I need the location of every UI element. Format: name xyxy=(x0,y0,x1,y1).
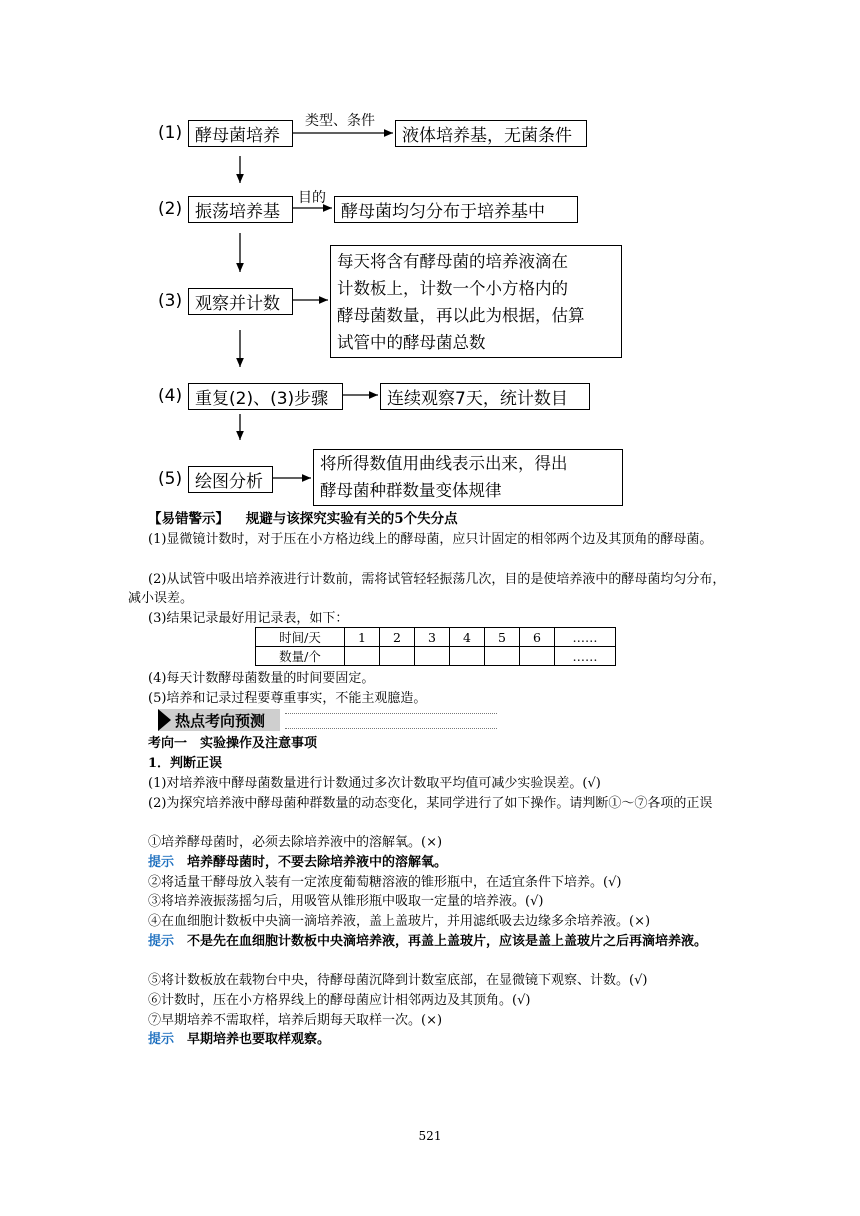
hint-7 xyxy=(128,1030,738,1049)
step-1-edge-label: 类型、条件 xyxy=(305,113,375,129)
hint-label: 提示 xyxy=(148,855,175,870)
step-5-number: (5) xyxy=(158,469,183,489)
table-cell xyxy=(485,647,520,666)
step-4-number: (4) xyxy=(158,386,183,406)
step-3-target-line: 每天将含有酵母菌的培养液滴在 xyxy=(337,252,568,271)
hint-text: 不是先在血细胞计数板中央滴培养液，再盖上盖玻片，应该是盖上盖玻片之后再滴培养液。 xyxy=(187,934,708,949)
table-cell: 4 xyxy=(450,628,485,647)
table-cell: …… xyxy=(555,647,616,666)
table-cell: 3 xyxy=(415,628,450,647)
hint-4 xyxy=(128,932,738,951)
step-4-target: 连续观察7天，统计数目 xyxy=(380,383,590,410)
item-6: ⑥计数时，压在小方格界线上的酵母菌应计相邻两边及其顶角。(√) xyxy=(148,993,531,1008)
table-cell: 5 xyxy=(485,628,520,647)
step-2-box: 振荡培养基 xyxy=(188,196,293,223)
hint-label: 提示 xyxy=(148,1032,175,1047)
step-1-number: (1) xyxy=(158,123,183,143)
warning-title: 【易错警示】 xyxy=(148,511,229,527)
record-table xyxy=(255,627,616,666)
warning-subtitle: 规避与该探究实验有关的5个失分点 xyxy=(245,511,458,527)
hint-text: 早期培养也要取样观察。 xyxy=(187,1032,331,1047)
table-cell: 2 xyxy=(380,628,415,647)
step-2-target: 酵母菌均匀分布于培养基中 xyxy=(334,196,578,223)
item-7: ⑦早期培养不需取样，培养后期每天取样一次。(×) xyxy=(148,1013,443,1028)
table-cell xyxy=(450,647,485,666)
hint-1 xyxy=(128,853,738,872)
warning-header xyxy=(128,510,738,529)
step-3-target-line: 计数板上，计数一个小方格内的 xyxy=(337,279,568,298)
hint-label: 提示 xyxy=(148,934,175,949)
table-cell xyxy=(415,647,450,666)
step-4-box: 重复(2)、(3)步骤 xyxy=(188,383,343,410)
banner-dotted-rule xyxy=(285,713,497,729)
item-3: ③将培养液振荡摇匀后，用吸管从锥形瓶中吸取一定量的培养液。(√) xyxy=(148,894,544,909)
table-cell: …… xyxy=(555,628,616,647)
table-cell xyxy=(380,647,415,666)
section-heading: 考向一 实验操作及注意事项 xyxy=(148,736,318,751)
table-cell xyxy=(345,647,380,666)
banner-arrow-icon xyxy=(158,709,171,731)
step-3-target xyxy=(330,245,622,358)
warning-item-4: (4)每天计数酵母菌数量的时间要固定。 xyxy=(148,671,375,686)
section-banner xyxy=(158,709,280,731)
table-row xyxy=(256,628,616,647)
warning-item-2: (2)从试管中吸出培养液进行计数前，需将试管轻轻振荡几次，目的是使培养液中的酵母菌均匀分布，减小误差。 xyxy=(128,572,726,606)
step-3-box: 观察并计数 xyxy=(188,288,293,315)
step-3-number: (3) xyxy=(158,291,183,311)
warning-item-5: (5)培养和记录过程要尊重事实，不能主观臆造。 xyxy=(148,691,427,706)
item-2: ②将适量干酵母放入装有一定浓度葡萄糖溶液的锥形瓶中，在适宜条件下培养。(√) xyxy=(148,875,622,890)
table-row xyxy=(256,647,616,666)
page-number: 521 xyxy=(418,1129,442,1143)
step-2-number: (2) xyxy=(158,199,183,219)
warning-item-1: (1)显微镜计数时，对于压在小方格边线上的酵母菌，应只计固定的相邻两个边及其顶角的酵母菌。 xyxy=(148,532,713,547)
hint-text: 培养酵母菌时，不要去除培养液中的溶解氧。 xyxy=(187,855,448,870)
step-5-target-line: 将所得数值用曲线表示出来，得出 xyxy=(320,454,568,473)
step-2-edge-label: 目的 xyxy=(298,190,326,206)
table-cell: 数量/个 xyxy=(256,647,345,666)
item-4: ④在血细胞计数板中央滴一滴培养液，盖上盖玻片，并用滤纸吸去边缘多余培养液。(×) xyxy=(148,914,651,929)
step-5-target-line: 酵母菌种群数量变体规律 xyxy=(320,481,502,500)
step-3-target-line: 试管中的酵母菌总数 xyxy=(337,333,486,352)
question-1: (1)对培养液中酵母菌数量进行计数通过多次计数取平均值可减少实验误差。(√) xyxy=(148,776,601,791)
item-1: ①培养酵母菌时，必须去除培养液中的溶解氧。(×) xyxy=(148,835,443,850)
step-1-target: 液体培养基，无菌条件 xyxy=(395,120,587,147)
table-cell: 时间/天 xyxy=(256,628,345,647)
item-5: ⑤将计数板放在载物台中央，待酵母菌沉降到计数室底部，在显微镜下观察、计数。(√) xyxy=(148,973,648,988)
step-5-box: 绘图分析 xyxy=(188,466,273,493)
table-cell xyxy=(520,647,555,666)
warning-item-3: (3)结果记录最好用记录表，如下： xyxy=(148,611,349,626)
step-1-box: 酵母菌培养 xyxy=(188,120,293,147)
table-cell: 1 xyxy=(345,628,380,647)
step-5-target xyxy=(313,449,623,506)
table-cell: 6 xyxy=(520,628,555,647)
step-3-target-line: 酵母菌数量，再以此为根据，估算 xyxy=(337,306,585,325)
section-sub: 1．判断正误 xyxy=(148,756,223,771)
question-2: (2)为探究培养液中酵母菌种群数量的动态变化，某同学进行了如下操作。请判断①～⑦各项的正误 xyxy=(148,796,713,811)
banner-title: 热点考向预测 xyxy=(175,711,266,730)
